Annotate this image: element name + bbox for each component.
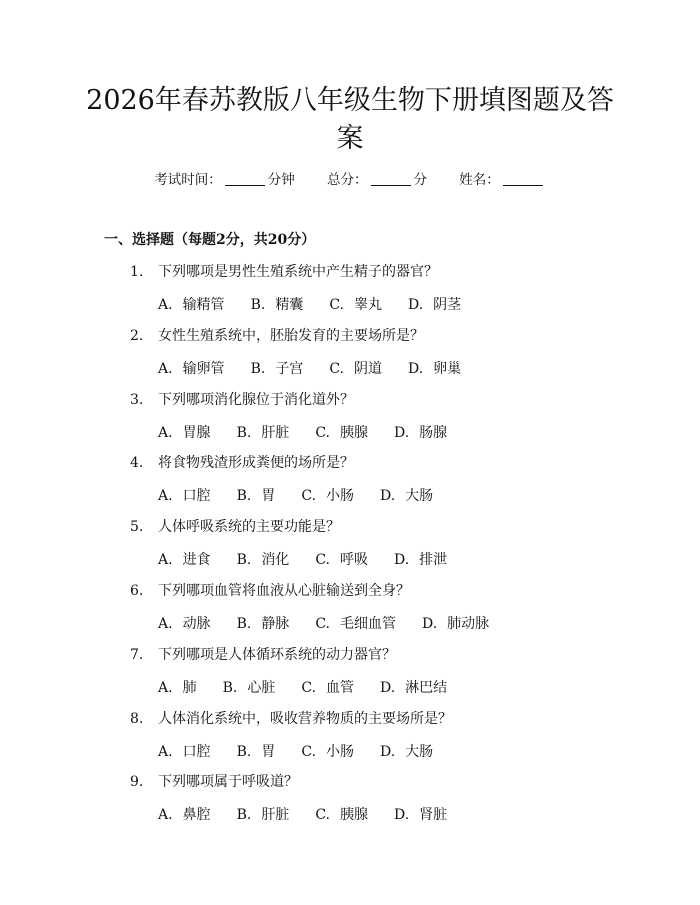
option-text: 心脏	[247, 679, 276, 696]
question-8	[130, 708, 452, 728]
option-b	[237, 422, 290, 442]
student-name-blank	[503, 173, 543, 186]
option-b	[251, 358, 304, 378]
question-5	[130, 516, 340, 536]
question-text: 人体消化系统中，吸收营养物质的主要场所是？	[158, 710, 452, 727]
option-text: 口腔	[182, 743, 211, 760]
option-letter: C.	[329, 360, 344, 377]
option-c	[329, 294, 382, 314]
question-2-options	[158, 358, 487, 378]
option-a	[158, 549, 211, 569]
option-text: 肾脏	[419, 807, 448, 824]
document-title: 2026年春苏教版八年级生物下册填图题及答案	[86, 85, 614, 154]
option-letter: A.	[158, 424, 173, 441]
question-number: 9.	[130, 774, 144, 791]
question-8-options	[158, 741, 459, 761]
option-text: 毛细血管	[339, 616, 396, 632]
option-c	[301, 677, 354, 697]
option-letter: D.	[407, 297, 424, 313]
option-a	[158, 358, 225, 378]
option-b	[237, 804, 290, 824]
option-text: 静脉	[261, 616, 290, 632]
option-text: 子宫	[275, 360, 304, 377]
option-a	[158, 613, 211, 633]
total-score	[327, 168, 427, 188]
option-letter: C.	[315, 616, 330, 632]
option-b	[237, 485, 276, 505]
option-letter: A.	[158, 360, 173, 377]
question-text: 下列哪项血管将血液从心脏输送到全身？	[158, 583, 410, 599]
option-text: 胃腺	[182, 424, 211, 441]
question-2	[130, 325, 424, 345]
option-letter: D.	[393, 424, 410, 441]
option-text: 阴道	[353, 360, 382, 377]
option-letter: D.	[379, 679, 396, 696]
option-text: 淋巴结	[405, 679, 448, 696]
question-7-options	[158, 677, 473, 697]
option-letter: C.	[315, 552, 330, 569]
option-letter: B.	[222, 679, 238, 696]
question-number: 2.	[130, 327, 144, 344]
option-text: 鼻腔	[182, 807, 211, 824]
question-text: 下列哪项消化腺位于消化道外？	[158, 391, 354, 408]
option-b	[237, 741, 276, 761]
question-7	[130, 644, 396, 664]
option-d	[380, 677, 447, 697]
option-c	[315, 804, 368, 824]
option-b	[223, 677, 276, 697]
option-text: 胰腺	[339, 424, 368, 441]
question-text: 女性生殖系统中，胚胎发育的主要场所是？	[158, 327, 424, 344]
total-score-unit: 分	[413, 172, 427, 188]
option-text: 输精管	[182, 297, 225, 313]
option-d	[380, 485, 433, 505]
option-letter: B.	[236, 807, 252, 824]
option-text: 小肠	[325, 488, 354, 505]
option-text: 大肠	[405, 743, 434, 760]
option-letter: C.	[301, 488, 316, 505]
exam-info	[0, 168, 700, 188]
exam-time-label: 考试时间：	[154, 172, 222, 188]
option-text: 口腔	[182, 488, 211, 505]
option-letter: C.	[315, 807, 330, 824]
option-letter: B.	[236, 616, 252, 632]
option-text: 进食	[182, 552, 211, 569]
option-letter: A.	[158, 616, 173, 632]
option-letter: B.	[236, 743, 252, 760]
question-9	[130, 771, 298, 791]
option-letter: A.	[158, 807, 173, 824]
option-letter: B.	[250, 360, 266, 377]
option-d	[394, 422, 447, 442]
question-text: 下列哪项是男性生殖系统中产生精子的器官？	[158, 264, 438, 280]
option-text: 卵巢	[433, 360, 462, 377]
option-letter: D.	[393, 807, 410, 824]
question-4	[130, 452, 354, 472]
question-number: 8.	[130, 710, 144, 727]
option-c	[301, 485, 354, 505]
option-letter: B.	[250, 297, 266, 313]
option-a	[158, 422, 211, 442]
option-text: 呼吸	[339, 552, 368, 569]
question-text: 下列哪项是人体循环系统的动力器官？	[158, 646, 396, 663]
question-6-options	[158, 613, 515, 633]
option-letter: D.	[421, 616, 438, 632]
question-6	[130, 580, 410, 600]
question-9-options	[158, 804, 473, 824]
question-text: 将食物残渣形成粪便的场所是？	[158, 455, 354, 472]
exam-time-blank	[225, 173, 265, 186]
option-b	[237, 613, 290, 633]
option-c	[301, 741, 354, 761]
option-a	[158, 804, 211, 824]
option-letter: C.	[301, 743, 316, 760]
section-heading: 一、选择题（每题2分，共20分）	[104, 232, 316, 248]
option-c	[315, 613, 396, 633]
option-text: 小肠	[325, 743, 354, 760]
option-letter: B.	[236, 552, 252, 569]
question-1	[130, 261, 438, 281]
option-b	[251, 294, 304, 314]
option-letter: A.	[158, 679, 173, 696]
option-a	[158, 294, 225, 314]
option-a	[158, 485, 211, 505]
option-d	[408, 294, 461, 314]
option-letter: B.	[236, 488, 252, 505]
option-d	[408, 358, 461, 378]
option-text: 消化	[261, 552, 290, 569]
option-letter: B.	[236, 424, 252, 441]
option-a	[158, 677, 197, 697]
student-name-label: 姓名：	[459, 172, 500, 188]
option-d	[380, 741, 433, 761]
option-b	[237, 549, 290, 569]
option-letter: D.	[379, 743, 396, 760]
option-letter: A.	[158, 488, 173, 505]
option-text: 阴茎	[433, 297, 462, 313]
option-text: 动脉	[182, 616, 211, 632]
student-name	[459, 168, 546, 188]
question-number: 3.	[130, 391, 144, 408]
total-score-blank	[371, 173, 411, 186]
option-text: 输卵管	[182, 360, 225, 377]
question-number: 1.	[130, 264, 144, 280]
question-number: 4.	[130, 455, 144, 472]
question-3-options	[158, 422, 473, 442]
option-letter: C.	[301, 679, 316, 696]
option-letter: A.	[158, 743, 173, 760]
option-text: 肝脏	[261, 424, 290, 441]
option-d	[394, 804, 447, 824]
option-text: 睾丸	[353, 297, 382, 313]
exam-time-unit: 分钟	[267, 172, 295, 188]
option-text: 肺	[182, 679, 197, 696]
question-4-options	[158, 485, 459, 505]
option-text: 胃	[261, 743, 276, 760]
question-3	[130, 389, 354, 409]
total-score-label: 总分：	[327, 172, 368, 188]
option-c	[315, 549, 368, 569]
option-letter: D.	[393, 552, 410, 569]
option-d	[394, 549, 447, 569]
option-text: 大肠	[405, 488, 434, 505]
option-text: 肺动脉	[447, 616, 490, 632]
option-letter: D.	[379, 488, 396, 505]
option-a	[158, 741, 211, 761]
question-5-options	[158, 549, 473, 569]
option-text: 精囊	[275, 297, 304, 313]
question-number: 7.	[130, 646, 144, 663]
option-text: 胃	[261, 488, 276, 505]
option-letter: A.	[158, 297, 173, 313]
option-letter: D.	[407, 360, 424, 377]
option-c	[329, 358, 382, 378]
option-text: 肝脏	[261, 807, 290, 824]
question-1-options	[158, 294, 487, 314]
option-text: 血管	[325, 679, 354, 696]
option-letter: A.	[158, 552, 173, 569]
option-d	[422, 613, 489, 633]
option-text: 肠腺	[419, 424, 448, 441]
question-number: 5.	[130, 519, 144, 536]
option-letter: C.	[315, 424, 330, 441]
question-text: 下列哪项属于呼吸道？	[158, 774, 298, 791]
question-text: 人体呼吸系统的主要功能是？	[158, 519, 340, 536]
option-text: 胰腺	[339, 807, 368, 824]
exam-time	[154, 168, 295, 188]
option-letter: C.	[329, 297, 344, 313]
option-text: 排泄	[419, 552, 448, 569]
option-c	[315, 422, 368, 442]
question-number: 6.	[130, 583, 144, 599]
